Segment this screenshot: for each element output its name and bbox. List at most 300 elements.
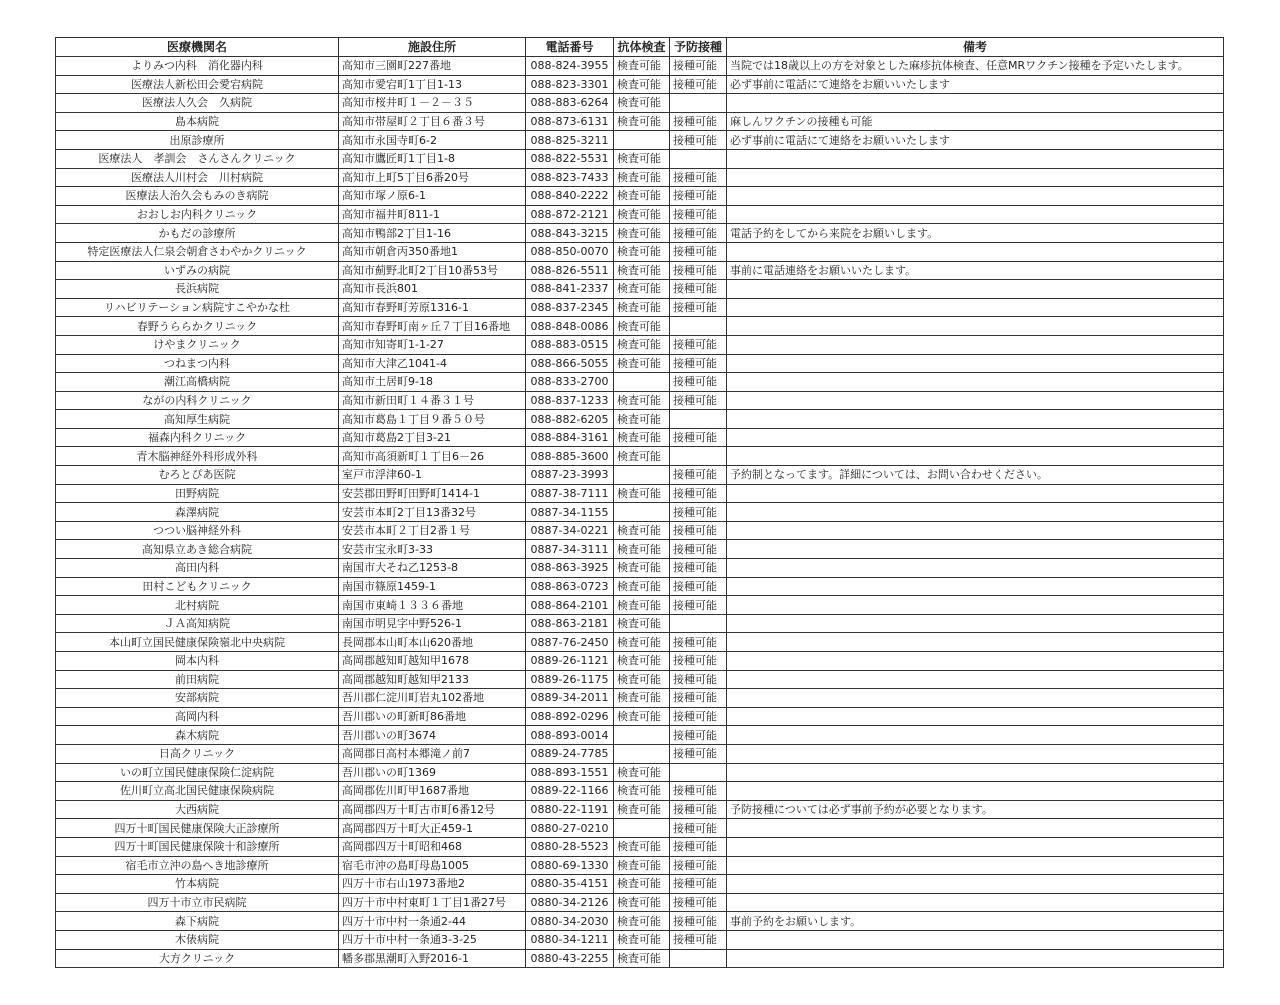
cell-address: 高知市高須新町１丁目6－26 xyxy=(339,447,526,466)
cell-phone: 088-884-3161 xyxy=(526,428,614,447)
cell-notes: 必ず事前に電話にて連絡をお願いいたします xyxy=(727,131,1224,150)
cell-institution-name: 竹本病院 xyxy=(56,875,339,894)
cell-institution-name: リハビリテーション病院すこやかな杜 xyxy=(56,298,339,317)
cell-antibody-test xyxy=(614,373,670,392)
cell-antibody-test: 検査可能 xyxy=(614,800,670,819)
header-antibody-test: 抗体検査 xyxy=(614,38,670,57)
table-row xyxy=(56,503,1224,522)
table-row xyxy=(56,707,1224,726)
table-row xyxy=(56,466,1224,485)
cell-phone: 0887-38-7111 xyxy=(526,484,614,503)
cell-vaccination: 接種可能 xyxy=(670,112,727,131)
cell-address: 高知市知寄町1-1-27 xyxy=(339,335,526,354)
cell-institution-name: 北村病院 xyxy=(56,596,339,615)
cell-address: 四万十市右山1973番地2 xyxy=(339,875,526,894)
cell-institution-name: 大方クリニック xyxy=(56,949,339,968)
table-row xyxy=(56,261,1224,280)
cell-institution-name: 高知厚生病院 xyxy=(56,410,339,429)
cell-institution-name: むろとぴあ医院 xyxy=(56,466,339,485)
cell-notes: 必ず事前に電話にて連絡をお願いいたします xyxy=(727,75,1224,94)
cell-phone: 088-841-2337 xyxy=(526,280,614,299)
cell-vaccination: 接種可能 xyxy=(670,837,727,856)
table-row xyxy=(56,614,1224,633)
cell-antibody-test: 検査可能 xyxy=(614,559,670,578)
cell-notes: 事前に電話連絡をお願いいたします。 xyxy=(727,261,1224,280)
cell-address: 高知市春野町南ヶ丘７丁目16番地 xyxy=(339,317,526,336)
table-row xyxy=(56,763,1224,782)
header-vaccination: 予防接種 xyxy=(670,38,727,57)
cell-institution-name: 四万十町国民健康保険十和診療所 xyxy=(56,837,339,856)
cell-vaccination xyxy=(670,94,727,113)
cell-phone: 088-863-2181 xyxy=(526,614,614,633)
cell-vaccination: 接種可能 xyxy=(670,373,727,392)
cell-institution-name: 高田内科 xyxy=(56,559,339,578)
cell-institution-name: よりみつ内科 消化器内科 xyxy=(56,57,339,76)
cell-address: 高知市帯屋町２丁目６番３号 xyxy=(339,112,526,131)
cell-vaccination: 接種可能 xyxy=(670,596,727,615)
table-row xyxy=(56,893,1224,912)
table-row xyxy=(56,428,1224,447)
cell-antibody-test xyxy=(614,819,670,838)
cell-phone: 0880-43-2255 xyxy=(526,949,614,968)
cell-vaccination: 接種可能 xyxy=(670,261,727,280)
cell-antibody-test: 検査可能 xyxy=(614,577,670,596)
table-row xyxy=(56,689,1224,708)
cell-institution-name: 医療法人川村会 川村病院 xyxy=(56,168,339,187)
cell-address: 四万十市中村東町１丁目1番27号 xyxy=(339,893,526,912)
cell-address: 高岡郡日高村本郷滝ノ前7 xyxy=(339,744,526,763)
cell-notes xyxy=(727,391,1224,410)
cell-address: 高岡郡佐川町甲1687番地 xyxy=(339,782,526,801)
cell-antibody-test: 検査可能 xyxy=(614,205,670,224)
cell-vaccination xyxy=(670,149,727,168)
cell-antibody-test: 検査可能 xyxy=(614,782,670,801)
table-row xyxy=(56,652,1224,671)
cell-antibody-test: 検査可能 xyxy=(614,391,670,410)
cell-antibody-test: 検査可能 xyxy=(614,633,670,652)
cell-vaccination: 接種可能 xyxy=(670,335,727,354)
cell-address: 高知市永国寺町6-2 xyxy=(339,131,526,150)
cell-institution-name: 福森内科クリニック xyxy=(56,428,339,447)
table-row xyxy=(56,298,1224,317)
cell-notes xyxy=(727,447,1224,466)
cell-institution-name: おおしお内科クリニック xyxy=(56,205,339,224)
table-row xyxy=(56,596,1224,615)
cell-phone: 088-825-3211 xyxy=(526,131,614,150)
cell-vaccination: 接種可能 xyxy=(670,187,727,206)
cell-institution-name: 森澤病院 xyxy=(56,503,339,522)
cell-notes xyxy=(727,410,1224,429)
table-row xyxy=(56,670,1224,689)
cell-antibody-test xyxy=(614,466,670,485)
cell-address: 吾川郡仁淀川町岩丸102番地 xyxy=(339,689,526,708)
cell-institution-name: 長浜病院 xyxy=(56,280,339,299)
cell-vaccination: 接種可能 xyxy=(670,652,727,671)
cell-antibody-test: 検査可能 xyxy=(614,521,670,540)
cell-vaccination: 接種可能 xyxy=(670,726,727,745)
cell-antibody-test: 検査可能 xyxy=(614,875,670,894)
cell-institution-name: 宿毛市立沖の島へき地診療所 xyxy=(56,856,339,875)
cell-phone: 088-837-2345 xyxy=(526,298,614,317)
cell-vaccination xyxy=(670,763,727,782)
cell-notes xyxy=(727,335,1224,354)
cell-phone: 0887-23-3993 xyxy=(526,466,614,485)
cell-antibody-test: 検査可能 xyxy=(614,112,670,131)
cell-antibody-test: 検査可能 xyxy=(614,149,670,168)
cell-notes xyxy=(727,930,1224,949)
cell-notes xyxy=(727,373,1224,392)
cell-antibody-test: 検査可能 xyxy=(614,670,670,689)
cell-phone: 088-843-3215 xyxy=(526,224,614,243)
table-row xyxy=(56,205,1224,224)
cell-antibody-test: 検査可能 xyxy=(614,75,670,94)
table-row xyxy=(56,930,1224,949)
cell-phone: 0880-69-1330 xyxy=(526,856,614,875)
cell-institution-name: 高岡内科 xyxy=(56,707,339,726)
cell-address: 高知市春野町芳原1316-1 xyxy=(339,298,526,317)
cell-institution-name: 佐川町立高北国民健康保険病院 xyxy=(56,782,339,801)
cell-phone: 0880-22-1191 xyxy=(526,800,614,819)
table-row xyxy=(56,149,1224,168)
cell-vaccination: 接種可能 xyxy=(670,875,727,894)
cell-antibody-test: 検査可能 xyxy=(614,410,670,429)
table-row xyxy=(56,391,1224,410)
cell-address: 安芸市宝永町3-33 xyxy=(339,540,526,559)
cell-address: 吾川郡いの町新町86番地 xyxy=(339,707,526,726)
cell-phone: 088-883-6264 xyxy=(526,94,614,113)
cell-notes xyxy=(727,633,1224,652)
table-row xyxy=(56,484,1224,503)
cell-antibody-test xyxy=(614,131,670,150)
cell-phone: 088-864-2101 xyxy=(526,596,614,615)
cell-phone: 088-850-0070 xyxy=(526,242,614,261)
table-row xyxy=(56,875,1224,894)
cell-notes xyxy=(727,819,1224,838)
table-row xyxy=(56,224,1224,243)
cell-notes: 事前予約をお願いします。 xyxy=(727,912,1224,931)
cell-institution-name: 春野うららかクリニック xyxy=(56,317,339,336)
table-row xyxy=(56,373,1224,392)
cell-antibody-test: 検査可能 xyxy=(614,763,670,782)
cell-phone: 088-882-6205 xyxy=(526,410,614,429)
cell-vaccination: 接種可能 xyxy=(670,819,727,838)
cell-vaccination xyxy=(670,614,727,633)
cell-antibody-test: 検査可能 xyxy=(614,856,670,875)
cell-antibody-test: 検査可能 xyxy=(614,187,670,206)
cell-vaccination xyxy=(670,317,727,336)
header-institution-name: 医療機関名 xyxy=(56,38,339,57)
cell-vaccination: 接種可能 xyxy=(670,782,727,801)
cell-institution-name: 安部病院 xyxy=(56,689,339,708)
cell-notes xyxy=(727,577,1224,596)
cell-antibody-test xyxy=(614,744,670,763)
cell-institution-name: 森下病院 xyxy=(56,912,339,931)
table-row xyxy=(56,94,1224,113)
cell-vaccination xyxy=(670,447,727,466)
cell-institution-name: つねまつ内科 xyxy=(56,354,339,373)
cell-antibody-test: 検査可能 xyxy=(614,57,670,76)
table-row xyxy=(56,317,1224,336)
cell-phone: 088-823-3301 xyxy=(526,75,614,94)
cell-antibody-test: 検査可能 xyxy=(614,428,670,447)
table-row xyxy=(56,577,1224,596)
table-row xyxy=(56,540,1224,559)
cell-institution-name: 高知県立あき総合病院 xyxy=(56,540,339,559)
cell-notes: 当院では18歳以上の方を対象とした麻疹抗体検査、任意MRワクチン接種を予定いたします。 xyxy=(727,57,1224,76)
cell-institution-name: 島本病院 xyxy=(56,112,339,131)
cell-phone: 088-893-0014 xyxy=(526,726,614,745)
cell-phone: 088-883-0515 xyxy=(526,335,614,354)
cell-antibody-test: 検査可能 xyxy=(614,317,670,336)
table-row xyxy=(56,912,1224,931)
header-phone: 電話番号 xyxy=(526,38,614,57)
table-row xyxy=(56,559,1224,578)
cell-notes xyxy=(727,242,1224,261)
table-row xyxy=(56,57,1224,76)
cell-phone: 0889-26-1121 xyxy=(526,652,614,671)
cell-phone: 0880-34-1211 xyxy=(526,930,614,949)
cell-address: 南国市篠原1459-1 xyxy=(339,577,526,596)
table-row xyxy=(56,521,1224,540)
cell-antibody-test: 検査可能 xyxy=(614,930,670,949)
cell-notes xyxy=(727,149,1224,168)
cell-notes xyxy=(727,670,1224,689)
cell-vaccination: 接種可能 xyxy=(670,242,727,261)
cell-antibody-test: 検査可能 xyxy=(614,912,670,931)
table-row xyxy=(56,354,1224,373)
cell-notes xyxy=(727,856,1224,875)
cell-notes xyxy=(727,782,1224,801)
table-row xyxy=(56,633,1224,652)
cell-address: 高知市塚ノ原6-1 xyxy=(339,187,526,206)
table-row xyxy=(56,75,1224,94)
cell-institution-name: つつい脳神経外科 xyxy=(56,521,339,540)
cell-notes xyxy=(727,596,1224,615)
cell-notes xyxy=(727,559,1224,578)
cell-institution-name: かもだの診療所 xyxy=(56,224,339,243)
cell-antibody-test: 検査可能 xyxy=(614,168,670,187)
cell-vaccination: 接種可能 xyxy=(670,298,727,317)
cell-phone: 0887-34-3111 xyxy=(526,540,614,559)
cell-vaccination xyxy=(670,949,727,968)
cell-address: 高知市葛島2丁目3-21 xyxy=(339,428,526,447)
cell-antibody-test: 検査可能 xyxy=(614,298,670,317)
table-row xyxy=(56,782,1224,801)
cell-address: 吾川郡いの町1369 xyxy=(339,763,526,782)
cell-institution-name: 医療法人治久会もみのき病院 xyxy=(56,187,339,206)
table-row xyxy=(56,131,1224,150)
cell-phone: 0880-27-0210 xyxy=(526,819,614,838)
cell-phone: 088-892-0296 xyxy=(526,707,614,726)
table-row xyxy=(56,447,1224,466)
cell-institution-name: 日高クリニック xyxy=(56,744,339,763)
cell-notes xyxy=(727,893,1224,912)
cell-address: 高岡郡四万十町大正459-1 xyxy=(339,819,526,838)
cell-notes xyxy=(727,763,1224,782)
table-row xyxy=(56,744,1224,763)
cell-notes xyxy=(727,317,1224,336)
cell-antibody-test: 検査可能 xyxy=(614,837,670,856)
cell-phone: 088-893-1551 xyxy=(526,763,614,782)
cell-phone: 088-866-5055 xyxy=(526,354,614,373)
table-row xyxy=(56,242,1224,261)
cell-phone: 088-885-3600 xyxy=(526,447,614,466)
table-row xyxy=(56,837,1224,856)
cell-antibody-test: 検査可能 xyxy=(614,484,670,503)
cell-institution-name: 森木病院 xyxy=(56,726,339,745)
cell-vaccination: 接種可能 xyxy=(670,131,727,150)
cell-phone: 088-837-1233 xyxy=(526,391,614,410)
cell-address: 高岡郡越知町越知甲2133 xyxy=(339,670,526,689)
cell-address: 宿毛市沖の島町母島1005 xyxy=(339,856,526,875)
cell-notes xyxy=(727,521,1224,540)
cell-antibody-test: 検査可能 xyxy=(614,447,670,466)
cell-phone: 0887-76-2450 xyxy=(526,633,614,652)
cell-antibody-test: 検査可能 xyxy=(614,540,670,559)
cell-notes xyxy=(727,689,1224,708)
cell-antibody-test xyxy=(614,726,670,745)
cell-phone: 0880-28-5523 xyxy=(526,837,614,856)
cell-phone: 0889-34-2011 xyxy=(526,689,614,708)
cell-institution-name: 四万十市立市民病院 xyxy=(56,893,339,912)
cell-address: 室戸市浮津60-1 xyxy=(339,466,526,485)
cell-vaccination: 接種可能 xyxy=(670,670,727,689)
cell-institution-name: 岡本内科 xyxy=(56,652,339,671)
cell-phone: 088-840-2222 xyxy=(526,187,614,206)
cell-antibody-test: 検査可能 xyxy=(614,707,670,726)
cell-vaccination: 接種可能 xyxy=(670,540,727,559)
cell-antibody-test: 検査可能 xyxy=(614,335,670,354)
cell-notes: 予防接種については必ず事前予約が必要となります。 xyxy=(727,800,1224,819)
cell-address: 高知市長浜801 xyxy=(339,280,526,299)
cell-institution-name: 田村こどもクリニック xyxy=(56,577,339,596)
cell-address: 幡多郡黒潮町入野2016-1 xyxy=(339,949,526,968)
cell-vaccination: 接種可能 xyxy=(670,559,727,578)
cell-notes xyxy=(727,540,1224,559)
table-row xyxy=(56,112,1224,131)
cell-institution-name: けやまクリニック xyxy=(56,335,339,354)
cell-vaccination: 接種可能 xyxy=(670,856,727,875)
table-row xyxy=(56,335,1224,354)
cell-address: 安芸市本町２丁目2番１号 xyxy=(339,521,526,540)
cell-institution-name: 医療法人新松田会愛宕病院 xyxy=(56,75,339,94)
cell-notes xyxy=(727,652,1224,671)
cell-address: 南国市明見字中野526-1 xyxy=(339,614,526,633)
cell-vaccination: 接種可能 xyxy=(670,912,727,931)
cell-institution-name: いの町立国民健康保険仁淀病院 xyxy=(56,763,339,782)
table-row xyxy=(56,800,1224,819)
cell-vaccination: 接種可能 xyxy=(670,577,727,596)
cell-phone: 0880-34-2126 xyxy=(526,893,614,912)
cell-address: 安芸市本町2丁目13番32号 xyxy=(339,503,526,522)
cell-notes xyxy=(727,298,1224,317)
cell-vaccination xyxy=(670,410,727,429)
cell-address: 高岡郡越知町越知甲1678 xyxy=(339,652,526,671)
cell-phone: 088-826-5511 xyxy=(526,261,614,280)
cell-institution-name: ＪＡ高知病院 xyxy=(56,614,339,633)
table-row xyxy=(56,187,1224,206)
cell-phone: 088-823-7433 xyxy=(526,168,614,187)
cell-notes xyxy=(727,614,1224,633)
cell-antibody-test xyxy=(614,503,670,522)
cell-institution-name: 四万十町国民健康保険大正診療所 xyxy=(56,819,339,838)
cell-address: 高知市福井町811-1 xyxy=(339,205,526,224)
cell-antibody-test: 検査可能 xyxy=(614,689,670,708)
cell-antibody-test: 検査可能 xyxy=(614,893,670,912)
cell-vaccination: 接種可能 xyxy=(670,391,727,410)
cell-notes xyxy=(727,744,1224,763)
header-notes: 備考 xyxy=(727,38,1224,57)
table-row xyxy=(56,168,1224,187)
cell-vaccination: 接種可能 xyxy=(670,205,727,224)
cell-phone: 0887-34-0221 xyxy=(526,521,614,540)
table-row xyxy=(56,410,1224,429)
cell-address: 南国市大そね乙1253-8 xyxy=(339,559,526,578)
cell-vaccination: 接種可能 xyxy=(670,75,727,94)
cell-vaccination: 接種可能 xyxy=(670,224,727,243)
cell-notes: 電話予約をしてから来院をお願いします。 xyxy=(727,224,1224,243)
cell-antibody-test: 検査可能 xyxy=(614,614,670,633)
table-row xyxy=(56,819,1224,838)
cell-notes xyxy=(727,280,1224,299)
cell-notes xyxy=(727,503,1224,522)
cell-institution-name: 医療法人久会 久病院 xyxy=(56,94,339,113)
cell-phone: 0887-34-1155 xyxy=(526,503,614,522)
cell-institution-name: 大西病院 xyxy=(56,800,339,819)
cell-antibody-test: 検査可能 xyxy=(614,596,670,615)
cell-phone: 088-863-3925 xyxy=(526,559,614,578)
cell-institution-name: 前田病院 xyxy=(56,670,339,689)
cell-address: 高知市新田町１４番３１号 xyxy=(339,391,526,410)
cell-vaccination: 接種可能 xyxy=(670,503,727,522)
cell-antibody-test: 検査可能 xyxy=(614,949,670,968)
table-row xyxy=(56,726,1224,745)
cell-address: 南国市東崎１３３６番地 xyxy=(339,596,526,615)
cell-address: 高知市三園町227番地 xyxy=(339,57,526,76)
cell-address: 高知市朝倉丙350番地1 xyxy=(339,242,526,261)
cell-address: 四万十市中村一条通2-44 xyxy=(339,912,526,931)
cell-vaccination: 接種可能 xyxy=(670,800,727,819)
cell-phone: 088-833-2700 xyxy=(526,373,614,392)
cell-institution-name: 潮江高橋病院 xyxy=(56,373,339,392)
cell-vaccination: 接種可能 xyxy=(670,57,727,76)
cell-address: 高岡郡四万十町古市町6番12号 xyxy=(339,800,526,819)
header-address: 施設住所 xyxy=(339,38,526,57)
cell-notes: 予約制となってます。詳細については、お問い合わせください。 xyxy=(727,466,1224,485)
medical-institution-table xyxy=(55,37,1224,968)
cell-notes xyxy=(727,837,1224,856)
cell-notes: 麻しんワクチンの接種も可能 xyxy=(727,112,1224,131)
cell-address: 長岡郡本山町本山620番地 xyxy=(339,633,526,652)
cell-address: 四万十市中村一条通3-3-25 xyxy=(339,930,526,949)
cell-address: 吾川郡いの町3674 xyxy=(339,726,526,745)
cell-antibody-test: 検査可能 xyxy=(614,652,670,671)
cell-antibody-test: 検査可能 xyxy=(614,261,670,280)
cell-phone: 0880-35-4151 xyxy=(526,875,614,894)
cell-vaccination: 接種可能 xyxy=(670,168,727,187)
cell-institution-name: 本山町立国民健康保険嶺北中央病院 xyxy=(56,633,339,652)
cell-vaccination: 接種可能 xyxy=(670,744,727,763)
cell-institution-name: 木俵病院 xyxy=(56,930,339,949)
cell-address: 安芸郡田野町田野町1414-1 xyxy=(339,484,526,503)
cell-vaccination: 接種可能 xyxy=(670,689,727,708)
cell-vaccination: 接種可能 xyxy=(670,707,727,726)
cell-vaccination: 接種可能 xyxy=(670,633,727,652)
cell-phone: 0889-24-7785 xyxy=(526,744,614,763)
cell-vaccination: 接種可能 xyxy=(670,428,727,447)
cell-antibody-test: 検査可能 xyxy=(614,224,670,243)
cell-address: 高知市大津乙1041-4 xyxy=(339,354,526,373)
